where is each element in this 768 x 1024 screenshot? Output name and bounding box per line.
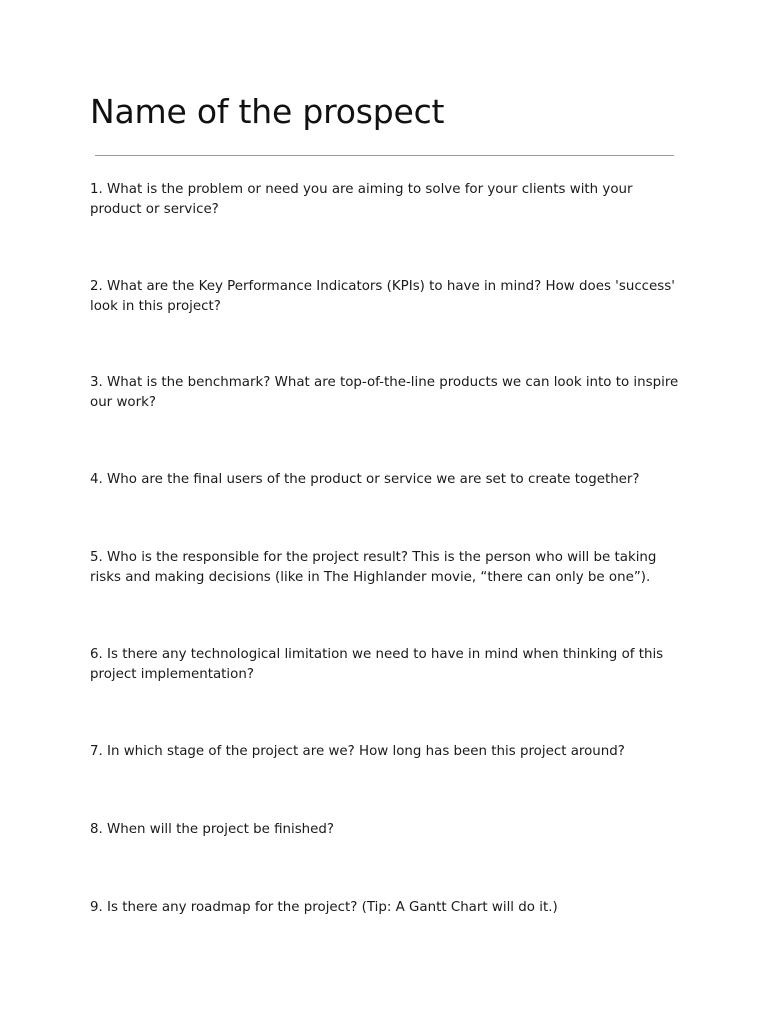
question-1: 1. What is the problem or need you are aiming to solve for your clients with your product or service? — [90, 182, 633, 217]
question-8: 8. When will the project be finished? — [90, 822, 335, 837]
question-9: 9. Is there any roadmap for the project? (Tip: A Gantt Chart will do it.) — [90, 900, 558, 915]
question-2: 2. What are the Key Performance Indicators (KPIs) to have in mind? How does 'success' look in this project? — [90, 279, 675, 314]
question-6: 6. Is there any technological limitation we need to have in mind when thinking of this project implementation? — [90, 647, 664, 682]
question-5: 5. Who is the responsible for the project result? This is the person who will be taking risks and making decisions (like in The Highlander movie, “there can only be one”). — [90, 550, 657, 585]
question-4: 4. Who are the final users of the product or service we are set to create together? — [90, 472, 640, 487]
question-3: 3. What is the benchmark? What are top-of-the-line products we can look into to inspire our work? — [90, 375, 679, 410]
page-title: Name of the prospect — [90, 92, 445, 131]
title-divider — [95, 155, 674, 156]
question-7: 7. In which stage of the project are we? How long has been this project around? — [90, 744, 625, 759]
